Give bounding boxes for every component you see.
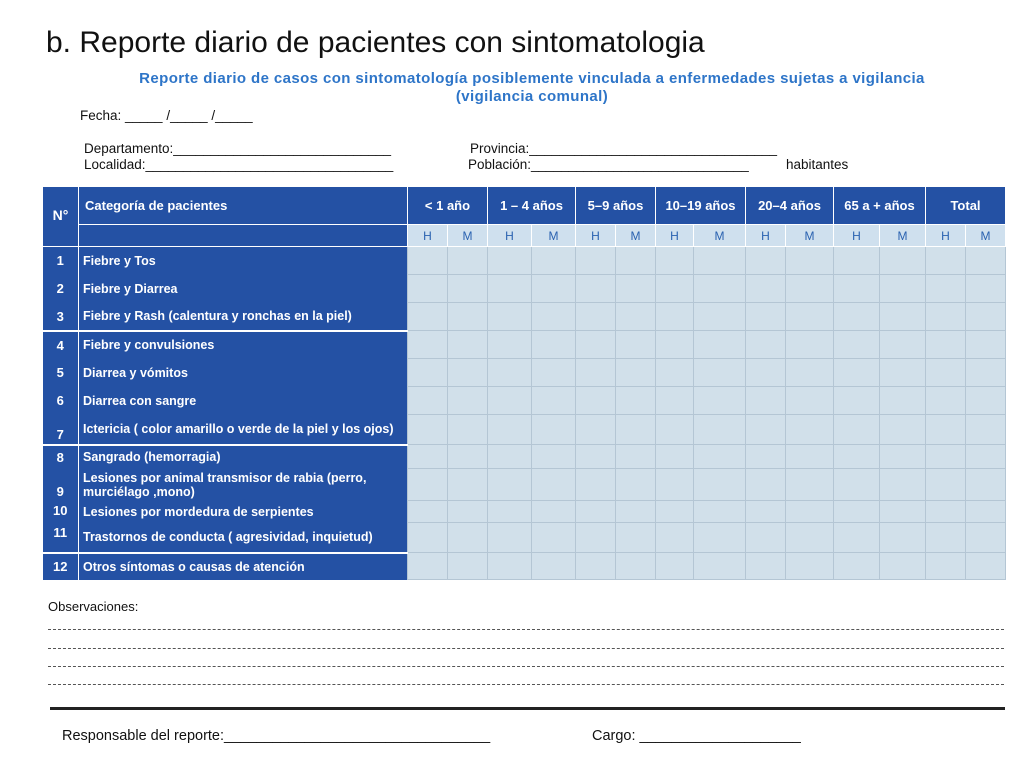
- count-cell[interactable]: [834, 469, 880, 501]
- count-cell[interactable]: [448, 445, 488, 469]
- count-cell[interactable]: [834, 445, 880, 469]
- table-row: [43, 501, 1006, 523]
- count-cell[interactable]: [926, 275, 966, 303]
- count-cell[interactable]: [576, 445, 616, 469]
- count-cell[interactable]: [408, 359, 448, 387]
- row-category: Lesiones por animal transmisor de rabia (perro, murciélago ,mono): [79, 469, 408, 501]
- count-cell[interactable]: [786, 303, 834, 331]
- count-cell[interactable]: [966, 415, 1006, 445]
- cargo-field: Cargo: ____________________: [592, 728, 801, 744]
- header-age-3: 10–19 años: [656, 187, 746, 225]
- count-cell[interactable]: [576, 501, 616, 523]
- count-cell[interactable]: [926, 303, 966, 331]
- table-row: [43, 553, 1006, 580]
- header-num: N°: [43, 187, 79, 247]
- count-cell[interactable]: [408, 553, 448, 580]
- count-cell[interactable]: [532, 469, 576, 501]
- count-cell[interactable]: [532, 303, 576, 331]
- count-cell[interactable]: [834, 415, 880, 445]
- count-cell[interactable]: [408, 501, 448, 523]
- count-cell[interactable]: [834, 387, 880, 415]
- departamento-field: Departamento:_____________________________: [84, 141, 392, 156]
- table-row: [43, 445, 1006, 469]
- localidad-field: Localidad:_________________________________: [84, 157, 394, 172]
- count-cell[interactable]: [616, 303, 656, 331]
- count-cell[interactable]: [926, 331, 966, 359]
- slide-title: b. Reporte diario de pacientes con sintomatologia: [46, 26, 705, 59]
- count-cell[interactable]: [616, 331, 656, 359]
- count-cell[interactable]: [746, 553, 786, 580]
- count-cell[interactable]: [746, 445, 786, 469]
- row-category: Diarrea y vómitos: [79, 359, 408, 387]
- count-cell[interactable]: [656, 501, 694, 523]
- row-category: Fiebre y Diarrea: [79, 275, 408, 303]
- count-cell[interactable]: [966, 501, 1006, 523]
- form-title-line1: Reporte diario de casos con sintomatología posiblemente vinculada a enfermedades sujetas a vigilancia: [139, 70, 925, 87]
- sex-header-h: H: [656, 225, 694, 247]
- count-cell[interactable]: [656, 445, 694, 469]
- observaciones-line: [48, 629, 1004, 630]
- count-cell[interactable]: [834, 331, 880, 359]
- count-cell[interactable]: [448, 331, 488, 359]
- count-cell[interactable]: [576, 553, 616, 580]
- count-cell[interactable]: [786, 387, 834, 415]
- count-cell[interactable]: [616, 359, 656, 387]
- sex-header-m: M: [616, 225, 656, 247]
- count-cell[interactable]: [966, 275, 1006, 303]
- count-cell[interactable]: [616, 501, 656, 523]
- count-cell[interactable]: [966, 553, 1006, 580]
- table-row: [43, 415, 1006, 445]
- count-cell[interactable]: [834, 275, 880, 303]
- count-cell[interactable]: [532, 275, 576, 303]
- count-cell[interactable]: [926, 501, 966, 523]
- count-cell[interactable]: [408, 247, 448, 275]
- table-body: [43, 247, 1006, 580]
- count-cell[interactable]: [834, 523, 880, 553]
- count-cell[interactable]: [966, 359, 1006, 387]
- count-cell[interactable]: [616, 387, 656, 415]
- form-title-line2: (vigilancia comunal): [455, 88, 609, 105]
- sex-header-m: M: [786, 225, 834, 247]
- count-cell[interactable]: [408, 523, 448, 553]
- count-cell[interactable]: [746, 303, 786, 331]
- row-category: Ictericia ( color amarillo o verde de la piel y los ojos): [79, 415, 408, 445]
- count-cell[interactable]: [488, 275, 532, 303]
- header-categoria-blank: [79, 225, 408, 247]
- sex-header-m: M: [448, 225, 488, 247]
- count-cell[interactable]: [576, 303, 616, 331]
- count-cell[interactable]: [656, 469, 694, 501]
- sex-header-m: M: [880, 225, 926, 247]
- count-cell[interactable]: [746, 523, 786, 553]
- count-cell[interactable]: [532, 387, 576, 415]
- count-cell[interactable]: [408, 445, 448, 469]
- count-cell[interactable]: [880, 469, 926, 501]
- row-category: Sangrado (hemorragia): [79, 445, 408, 469]
- row-number: 3: [43, 303, 79, 331]
- table-row: [43, 275, 1006, 303]
- count-cell[interactable]: [576, 275, 616, 303]
- count-cell[interactable]: [488, 415, 532, 445]
- count-cell[interactable]: [448, 275, 488, 303]
- count-cell[interactable]: [786, 359, 834, 387]
- provincia-field: Provincia:_________________________________: [470, 141, 778, 156]
- count-cell[interactable]: [694, 501, 746, 523]
- count-cell[interactable]: [532, 359, 576, 387]
- count-cell[interactable]: [488, 445, 532, 469]
- count-cell[interactable]: [576, 331, 616, 359]
- fecha-field: Fecha: _____ /_____ /_____: [80, 108, 253, 123]
- count-cell[interactable]: [532, 415, 576, 445]
- header-age-5: 65 a + años: [834, 187, 926, 225]
- count-cell[interactable]: [488, 553, 532, 580]
- count-cell[interactable]: [694, 275, 746, 303]
- header-age-6: Total: [926, 187, 1006, 225]
- count-cell[interactable]: [834, 553, 880, 580]
- count-cell[interactable]: [448, 553, 488, 580]
- count-cell[interactable]: [448, 415, 488, 445]
- count-cell[interactable]: [408, 331, 448, 359]
- table-row: [43, 331, 1006, 359]
- count-cell[interactable]: [616, 415, 656, 445]
- count-cell[interactable]: [926, 247, 966, 275]
- observaciones-line: [48, 666, 1004, 667]
- count-cell[interactable]: [880, 445, 926, 469]
- count-cell[interactable]: [880, 501, 926, 523]
- count-cell[interactable]: [966, 303, 1006, 331]
- count-cell[interactable]: [488, 331, 532, 359]
- count-cell[interactable]: [926, 445, 966, 469]
- count-cell[interactable]: [786, 523, 834, 553]
- count-cell[interactable]: [746, 247, 786, 275]
- count-cell[interactable]: [408, 275, 448, 303]
- row-category: Fiebre y convulsiones: [79, 331, 408, 359]
- count-cell[interactable]: [926, 553, 966, 580]
- count-cell[interactable]: [926, 523, 966, 553]
- count-cell[interactable]: [694, 445, 746, 469]
- sex-header-h: H: [488, 225, 532, 247]
- count-cell[interactable]: [448, 469, 488, 501]
- sex-header-m: M: [966, 225, 1006, 247]
- header-age-0: < 1 año: [408, 187, 488, 225]
- header-age-4: 20–4 años: [746, 187, 834, 225]
- count-cell[interactable]: [656, 247, 694, 275]
- count-cell[interactable]: [786, 553, 834, 580]
- count-cell[interactable]: [656, 415, 694, 445]
- count-cell[interactable]: [532, 501, 576, 523]
- count-cell[interactable]: [694, 415, 746, 445]
- count-cell[interactable]: [694, 387, 746, 415]
- table-row: [43, 247, 1006, 275]
- count-cell[interactable]: [532, 247, 576, 275]
- observaciones-label: Observaciones:: [48, 599, 139, 614]
- row-number: 12: [43, 553, 79, 580]
- count-cell[interactable]: [880, 275, 926, 303]
- sex-header-h: H: [926, 225, 966, 247]
- row-number: 4: [43, 331, 79, 359]
- form-title: [0, 70, 1024, 106]
- count-cell[interactable]: [966, 469, 1006, 501]
- count-cell[interactable]: [926, 387, 966, 415]
- count-cell[interactable]: [576, 247, 616, 275]
- count-cell[interactable]: [448, 359, 488, 387]
- count-cell[interactable]: [966, 331, 1006, 359]
- count-cell[interactable]: [834, 501, 880, 523]
- count-cell[interactable]: [880, 523, 926, 553]
- count-cell[interactable]: [448, 247, 488, 275]
- row-category: Diarrea con sangre: [79, 387, 408, 415]
- count-cell[interactable]: [880, 359, 926, 387]
- count-cell[interactable]: [746, 415, 786, 445]
- header-age-2: 5–9 años: [576, 187, 656, 225]
- footer-divider: [50, 707, 1005, 710]
- count-cell[interactable]: [966, 523, 1006, 553]
- count-cell[interactable]: [966, 247, 1006, 275]
- count-cell[interactable]: [408, 415, 448, 445]
- count-cell[interactable]: [448, 303, 488, 331]
- row-category: Fiebre y Rash (calentura y ronchas en la piel): [79, 303, 408, 331]
- count-cell[interactable]: [746, 469, 786, 501]
- row-number: 11: [43, 523, 79, 553]
- sex-header-h: H: [576, 225, 616, 247]
- header-age-1: 1 – 4 años: [488, 187, 576, 225]
- count-cell[interactable]: [786, 469, 834, 501]
- count-cell[interactable]: [616, 553, 656, 580]
- count-cell[interactable]: [656, 523, 694, 553]
- observaciones-line: [48, 648, 1004, 649]
- count-cell[interactable]: [834, 359, 880, 387]
- sex-header-row: [43, 225, 1006, 247]
- count-cell[interactable]: [576, 359, 616, 387]
- count-cell[interactable]: [694, 247, 746, 275]
- count-cell[interactable]: [880, 553, 926, 580]
- table-row: [43, 523, 1006, 553]
- count-cell[interactable]: [656, 553, 694, 580]
- count-cell[interactable]: [576, 415, 616, 445]
- count-cell[interactable]: [880, 247, 926, 275]
- count-cell[interactable]: [746, 359, 786, 387]
- row-number: 7: [43, 415, 79, 445]
- count-cell[interactable]: [576, 523, 616, 553]
- sex-header-h: H: [834, 225, 880, 247]
- count-cell[interactable]: [576, 469, 616, 501]
- table-row: [43, 303, 1006, 331]
- row-number: 2: [43, 275, 79, 303]
- row-number: 9: [43, 469, 79, 501]
- count-cell[interactable]: [694, 469, 746, 501]
- responsable-field: Responsable del reporte:_________________________________: [62, 728, 491, 744]
- count-cell[interactable]: [616, 445, 656, 469]
- count-cell[interactable]: [532, 553, 576, 580]
- count-cell[interactable]: [746, 501, 786, 523]
- count-cell[interactable]: [616, 469, 656, 501]
- count-cell[interactable]: [532, 445, 576, 469]
- row-number: 5: [43, 359, 79, 387]
- row-number: 8: [43, 445, 79, 469]
- count-cell[interactable]: [448, 387, 488, 415]
- count-cell[interactable]: [786, 415, 834, 445]
- table-row: [43, 469, 1006, 501]
- count-cell[interactable]: [694, 553, 746, 580]
- row-number: 6: [43, 387, 79, 415]
- count-cell[interactable]: [926, 415, 966, 445]
- sex-header-m: M: [694, 225, 746, 247]
- table-row: [43, 387, 1006, 415]
- count-cell[interactable]: [408, 387, 448, 415]
- count-cell[interactable]: [448, 523, 488, 553]
- count-cell[interactable]: [880, 331, 926, 359]
- symptom-table: [42, 186, 1006, 580]
- count-cell[interactable]: [488, 501, 532, 523]
- observaciones-line: [48, 684, 1004, 685]
- count-cell[interactable]: [616, 523, 656, 553]
- row-number: 10: [43, 501, 79, 523]
- row-category: Otros síntomas o causas de atención: [79, 553, 408, 580]
- count-cell[interactable]: [746, 275, 786, 303]
- count-cell[interactable]: [576, 387, 616, 415]
- count-cell[interactable]: [694, 331, 746, 359]
- count-cell[interactable]: [926, 469, 966, 501]
- count-cell[interactable]: [656, 275, 694, 303]
- age-header-row: [43, 187, 1006, 225]
- count-cell[interactable]: [694, 303, 746, 331]
- count-cell[interactable]: [880, 387, 926, 415]
- count-cell[interactable]: [656, 303, 694, 331]
- count-cell[interactable]: [448, 501, 488, 523]
- count-cell[interactable]: [488, 523, 532, 553]
- count-cell[interactable]: [746, 331, 786, 359]
- count-cell[interactable]: [880, 303, 926, 331]
- count-cell[interactable]: [488, 469, 532, 501]
- count-cell[interactable]: [966, 387, 1006, 415]
- habitantes-label: habitantes: [786, 157, 849, 172]
- row-category: Lesiones por mordedura de serpientes: [79, 501, 408, 523]
- sex-header-m: M: [532, 225, 576, 247]
- count-cell[interactable]: [488, 359, 532, 387]
- count-cell[interactable]: [656, 387, 694, 415]
- count-cell[interactable]: [488, 247, 532, 275]
- count-cell[interactable]: [834, 303, 880, 331]
- count-cell[interactable]: [746, 387, 786, 415]
- count-cell[interactable]: [694, 359, 746, 387]
- row-category: Fiebre y Tos: [79, 247, 408, 275]
- row-number: 1: [43, 247, 79, 275]
- count-cell[interactable]: [880, 415, 926, 445]
- header-categoria: Categoría de pacientes: [79, 187, 408, 225]
- count-cell[interactable]: [786, 501, 834, 523]
- count-cell[interactable]: [786, 247, 834, 275]
- count-cell[interactable]: [656, 359, 694, 387]
- count-cell[interactable]: [408, 303, 448, 331]
- count-cell[interactable]: [488, 387, 532, 415]
- sex-header-h: H: [746, 225, 786, 247]
- count-cell[interactable]: [786, 275, 834, 303]
- row-category: Trastornos de conducta ( agresividad, inquietud): [79, 523, 408, 553]
- sex-header-h: H: [408, 225, 448, 247]
- count-cell[interactable]: [408, 469, 448, 501]
- count-cell[interactable]: [966, 445, 1006, 469]
- count-cell[interactable]: [616, 247, 656, 275]
- count-cell[interactable]: [616, 275, 656, 303]
- count-cell[interactable]: [656, 331, 694, 359]
- table-row: [43, 359, 1006, 387]
- count-cell[interactable]: [786, 331, 834, 359]
- count-cell[interactable]: [786, 445, 834, 469]
- count-cell[interactable]: [694, 523, 746, 553]
- count-cell[interactable]: [926, 359, 966, 387]
- poblacion-field: Población:_____________________________: [468, 157, 749, 172]
- count-cell[interactable]: [532, 523, 576, 553]
- count-cell[interactable]: [532, 331, 576, 359]
- count-cell[interactable]: [488, 303, 532, 331]
- count-cell[interactable]: [834, 247, 880, 275]
